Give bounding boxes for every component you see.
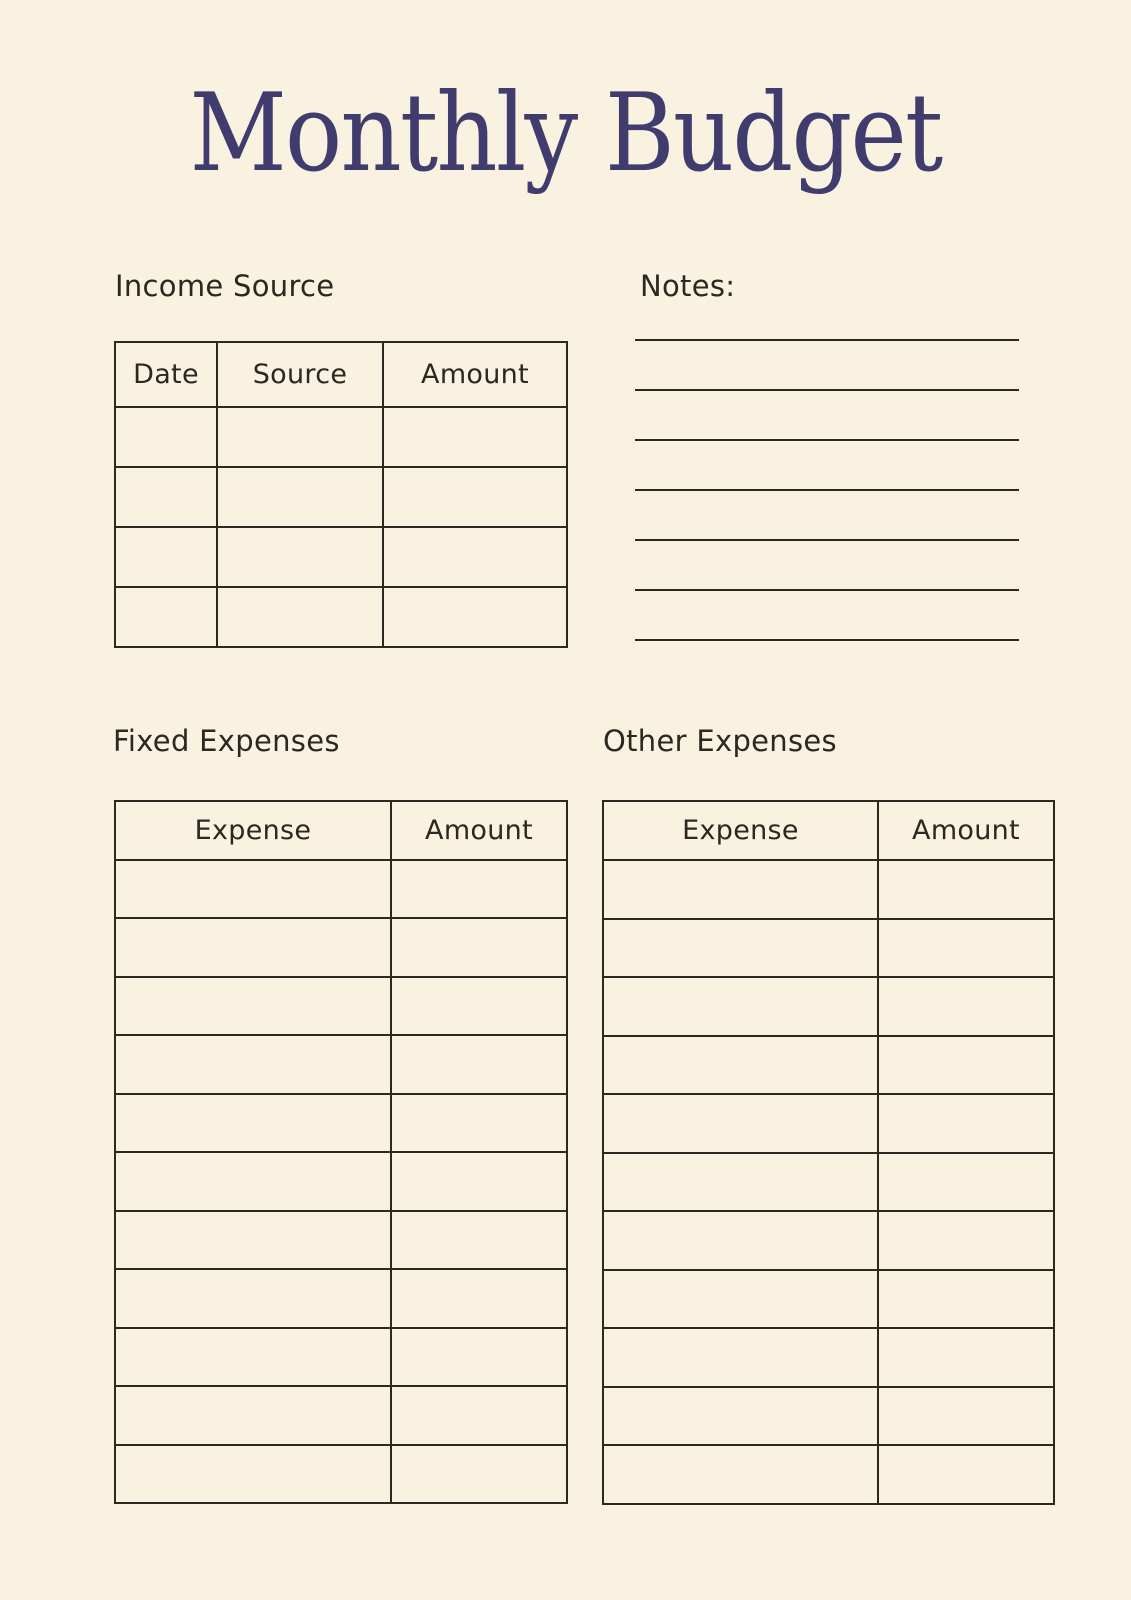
empty-cell (603, 1036, 878, 1095)
table-row (115, 587, 567, 647)
empty-cell (391, 1386, 567, 1444)
empty-cell (878, 860, 1054, 919)
empty-cell (391, 1445, 567, 1503)
column-header-amount: Amount (391, 801, 567, 860)
notes-lines (635, 339, 1019, 641)
empty-cell (603, 1211, 878, 1270)
empty-cell (878, 1036, 1054, 1095)
note-line (635, 489, 1019, 491)
table-row (603, 860, 1054, 919)
empty-cell (878, 1328, 1054, 1387)
empty-cell (115, 1328, 391, 1386)
empty-cell (115, 587, 217, 647)
notes-heading: Notes: (640, 269, 736, 303)
empty-cell (217, 467, 383, 527)
table-row (115, 918, 567, 976)
empty-cell (603, 1270, 878, 1329)
empty-cell (391, 1269, 567, 1327)
empty-cell (115, 1445, 391, 1503)
table-row (603, 977, 1054, 1036)
empty-cell (878, 1211, 1054, 1270)
column-header-date: Date (115, 342, 217, 407)
empty-cell (878, 1445, 1054, 1504)
fixed-expenses-heading: Fixed Expenses (113, 724, 340, 758)
table-row (115, 1211, 567, 1269)
table-row (603, 1211, 1054, 1270)
table-row (603, 1387, 1054, 1446)
empty-cell (115, 1035, 391, 1093)
page-title: Monthly Budget (189, 71, 942, 196)
empty-cell (115, 918, 391, 976)
table-row (603, 1036, 1054, 1095)
empty-cell (391, 1211, 567, 1269)
note-line (635, 589, 1019, 591)
empty-cell (603, 919, 878, 978)
note-line (635, 389, 1019, 391)
empty-cell (391, 1152, 567, 1210)
column-header-amount: Amount (878, 801, 1054, 860)
header-row (115, 801, 567, 860)
empty-cell (115, 1269, 391, 1327)
empty-cell (391, 1328, 567, 1386)
empty-cell (391, 860, 567, 918)
empty-cell (603, 1328, 878, 1387)
empty-cell (878, 1270, 1054, 1329)
empty-cell (383, 587, 567, 647)
income-source-heading: Income Source (115, 269, 335, 303)
empty-cell (391, 1035, 567, 1093)
empty-cell (878, 1094, 1054, 1153)
empty-cell (217, 527, 383, 587)
empty-cell (603, 1153, 878, 1212)
empty-cell (115, 1211, 391, 1269)
empty-cell (115, 527, 217, 587)
empty-cell (391, 977, 567, 1035)
empty-cell (878, 977, 1054, 1036)
empty-cell (115, 1386, 391, 1444)
empty-cell (878, 919, 1054, 978)
table-row (603, 1270, 1054, 1329)
empty-cell (115, 467, 217, 527)
table-row (603, 1445, 1054, 1504)
empty-cell (878, 1387, 1054, 1446)
table-row (603, 1328, 1054, 1387)
table-row (603, 1094, 1054, 1153)
other-expenses-table (602, 800, 1055, 1505)
empty-cell (115, 407, 217, 467)
empty-cell (391, 1094, 567, 1152)
table-row (115, 1035, 567, 1093)
empty-cell (603, 977, 878, 1036)
empty-cell (383, 527, 567, 587)
table-row (115, 1386, 567, 1444)
note-line (635, 339, 1019, 341)
empty-cell (383, 407, 567, 467)
table-row (115, 860, 567, 918)
empty-cell (115, 860, 391, 918)
empty-cell (603, 1445, 878, 1504)
empty-cell (878, 1153, 1054, 1212)
table-row (115, 1328, 567, 1386)
table-row (115, 1152, 567, 1210)
table-row (603, 919, 1054, 978)
note-line (635, 639, 1019, 641)
table-row (115, 407, 567, 467)
table-row (115, 467, 567, 527)
empty-cell (603, 1094, 878, 1153)
column-header-expense: Expense (115, 801, 391, 860)
table-row (115, 1269, 567, 1327)
fixed-expenses-table (114, 800, 568, 1504)
table-row (603, 1153, 1054, 1212)
empty-cell (217, 407, 383, 467)
header-row (603, 801, 1054, 860)
table-row (115, 527, 567, 587)
table-row (115, 1445, 567, 1503)
header-row (115, 342, 567, 407)
note-line (635, 539, 1019, 541)
column-header-amount: Amount (383, 342, 567, 407)
note-line (635, 439, 1019, 441)
table-row (115, 977, 567, 1035)
empty-cell (115, 1152, 391, 1210)
empty-cell (115, 1094, 391, 1152)
empty-cell (217, 587, 383, 647)
other-expenses-heading: Other Expenses (603, 724, 837, 758)
table-row (115, 1094, 567, 1152)
income-source-table (114, 341, 568, 648)
column-header-source: Source (217, 342, 383, 407)
empty-cell (115, 977, 391, 1035)
empty-cell (391, 918, 567, 976)
empty-cell (383, 467, 567, 527)
empty-cell (603, 1387, 878, 1446)
empty-cell (603, 860, 878, 919)
column-header-expense: Expense (603, 801, 878, 860)
